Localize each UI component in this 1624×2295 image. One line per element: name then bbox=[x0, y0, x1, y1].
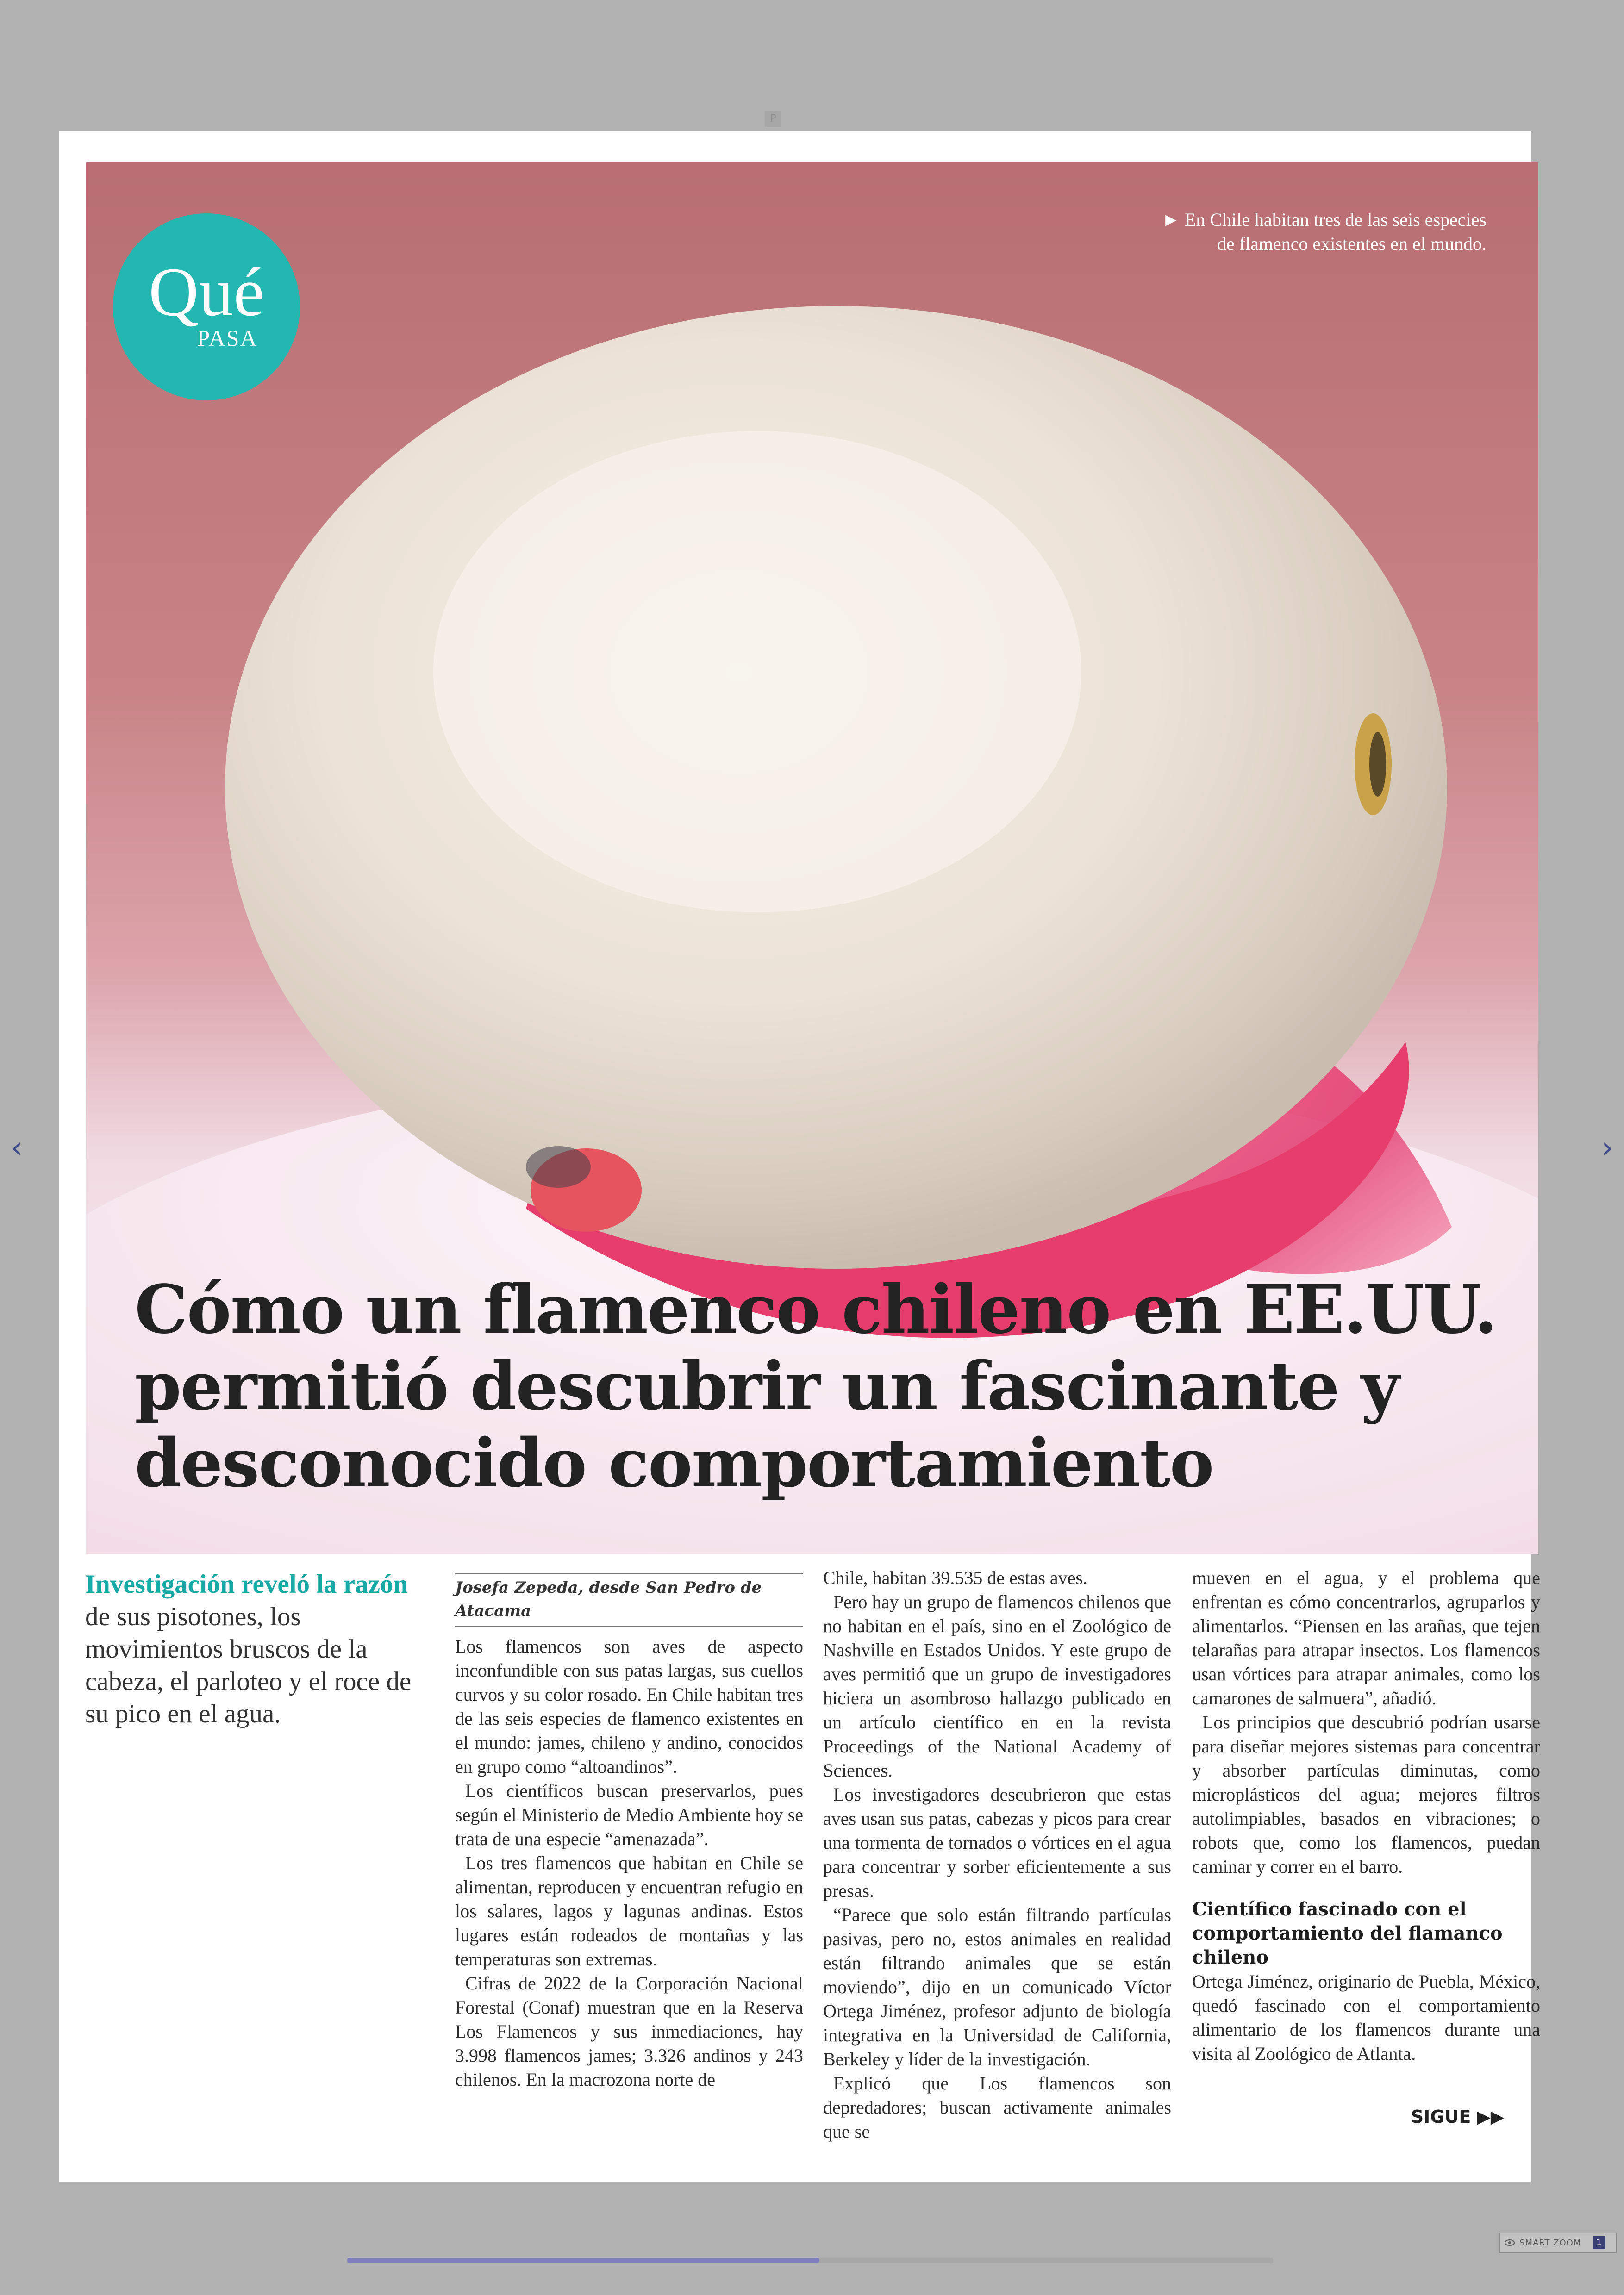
headline-line: desconocido comportamiento bbox=[135, 1424, 1213, 1502]
page-number-marker[interactable]: P bbox=[765, 111, 781, 127]
logo-pasa-text: PASA bbox=[197, 325, 258, 351]
deck-highlight: Investigación reveló la razón bbox=[85, 1570, 408, 1599]
deck-text: de sus pisotones, los movimientos bruscos de la cabeza, el parloteo y el roce de su pico en el agua. bbox=[85, 1602, 412, 1728]
paragraph: Chile, habitan 39.535 de estas aves. bbox=[823, 1567, 1087, 1588]
paragraph: Ortega Jiménez, originario de Puebla, México, quedó fascinado con el comportamiento alimentario de los flamencos durante una visita al Zoológico de Atlanta. bbox=[1192, 1971, 1540, 2064]
byline: Josefa Zepeda, desde San Pedro de Atacama bbox=[455, 1573, 803, 1627]
paragraph: Los tres flamencos que habitan en Chile se alimentan, reproducen y encuentran refugio en los salares, lagos y lagunas andinas. Estos lugares están rodeados de montañas y las temperaturas son extremas. bbox=[455, 1852, 803, 1970]
paragraph: Pero hay un grupo de flamencos chilenos que no habitan en el país, sino en el Zoológico de Nashville en Estados Unidos. Y este grupo de aves permitió que un grupo de investigadores hiciera un asombroso hallazgo publicado en un artículo científico en en la revista Proceedings of the National Academy of Sciences. bbox=[823, 1591, 1171, 1781]
smart-zoom-button[interactable] bbox=[1499, 2233, 1617, 2253]
photo-caption bbox=[1024, 208, 1487, 256]
paragraph: Explicó que Los flamencos son depredadores; buscan activamente animales que se bbox=[823, 2073, 1171, 2142]
page-scrollbar-thumb[interactable] bbox=[347, 2258, 819, 2263]
eye-icon bbox=[1505, 2238, 1515, 2248]
paragraph: mueven en el agua, y el problema que enfrentan es cómo concentrarlos, agruparlos y alimentarlos. “Piensen en las arañas, que tejen telarañas para atrapar insectos. Los flamencos usan vórtices para atrapar animales, como los camarones de salmuera”, añadió. bbox=[1192, 1567, 1540, 1709]
que-pasa-logo bbox=[113, 213, 300, 400]
article-column-2 bbox=[823, 1566, 1171, 2144]
newspaper-page bbox=[59, 131, 1540, 2182]
paragraph: Los investigadores descubrieron que estas aves usan sus patas, cabezas y picos para crear una tormenta de tornados o vórtices en el agua para concentrar y sorber eficientemente a sus presas. bbox=[823, 1784, 1171, 1901]
smart-zoom-label: SMART ZOOM bbox=[1519, 2238, 1581, 2248]
headline-line: permitió descubrir un fascinante y bbox=[135, 1347, 1399, 1425]
flamingo-photo bbox=[86, 162, 1538, 1554]
continue-marker: SIGUE ▶▶ bbox=[1411, 2107, 1504, 2127]
subheading: Científico fascinado con el comportamiento del flamanco chileno bbox=[1192, 1898, 1503, 1968]
photo-caption-line: de flamenco existentes en el mundo. bbox=[1217, 233, 1487, 254]
headline bbox=[135, 1271, 1505, 1502]
article-deck bbox=[85, 1568, 418, 1730]
photo-caption-line: ► En Chile habitan tres de las seis especies bbox=[1162, 209, 1487, 230]
paragraph: “Parece que solo están filtrando partículas pasivas, pero no, estos animales en realidad están filtrando animales que se están moviendo”, dijo en un comunicado Víctor Ortega Jiménez, profesor adjunto de biología integrativa en la Universidad de California, Berkeley y líder de la investigación. bbox=[823, 1904, 1171, 2070]
article-column-3 bbox=[1192, 1566, 1540, 2066]
chevron-left-icon[interactable]: ‹ bbox=[11, 1131, 23, 1165]
article-column-1 bbox=[455, 1573, 803, 2092]
paragraph: Los flamencos son aves de aspecto inconfundible con sus patas largas, sus cuellos curvos y su color rosado. En Chile habitan tres de las seis especies de flamenco existentes en el mundo: james, chileno y andino, conocidos en grupo como “altoandinos”. bbox=[455, 1636, 803, 1777]
smart-zoom-count: 1 bbox=[1593, 2236, 1605, 2249]
headline-line: Cómo un flamenco chileno en EE.UU. bbox=[135, 1270, 1497, 1348]
paragraph: Cifras de 2022 de la Corporación Nacional Forestal (Conaf) muestran que en la Reserva Los Flamencos y sus inmediaciones, hay 3.998 flamencos james; 3.326 andinos y 243 chilenos. En la macrozona norte de bbox=[455, 1973, 803, 2090]
paragraph: Los principios que descubrió podrían usarse para diseñar mejores sistemas para concentrar y absorber partículas diminutas, como microplásticos del agua; mejores filtros autolimpiables, basados en vibraciones; o robots que, como los flamencos, puedan caminar y correr en el barro. bbox=[1192, 1712, 1540, 1877]
logo-que-text: Qué bbox=[149, 254, 264, 331]
paragraph: Los científicos buscan preservarlos, pues según el Ministerio de Medio Ambiente hoy se trata de una especie “amenazada”. bbox=[455, 1780, 803, 1849]
chevron-right-icon[interactable]: › bbox=[1601, 1131, 1613, 1165]
